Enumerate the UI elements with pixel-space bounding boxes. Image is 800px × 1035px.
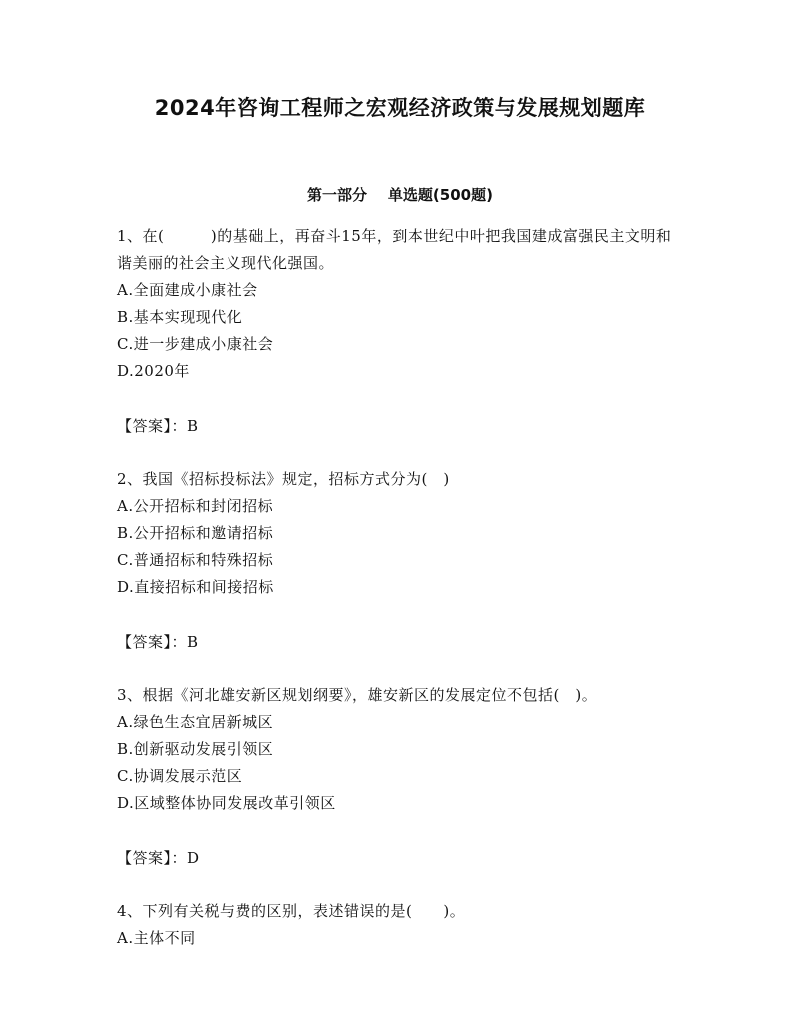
question-item [117,898,677,952]
question-item [117,223,677,440]
option-c: C.协调发展示范区 [117,767,243,785]
option-c: C.普通招标和特殊招标 [117,551,274,569]
answer-text: 【答案】：D [117,849,200,867]
option-d: D.直接招标和间接招标 [117,578,274,596]
option-d: D.2020年 [117,362,190,380]
question-stem: 4、下列有关税与费的区别，表述错误的是( )。 [117,902,466,920]
option-a: A.绿色生态宜居新城区 [117,713,274,731]
option-b: B.基本实现现代化 [117,308,243,326]
option-a: A.全面建成小康社会 [117,281,258,299]
answer-text: 【答案】：B [117,417,199,435]
option-b: B.公开招标和邀请招标 [117,524,274,542]
question-stem: 1、在( )的基础上，再奋斗15年，到本世纪中叶把我国建成富强民主文明和谐美丽的社会主义现代化强国。 [117,227,672,272]
question-item [117,466,677,656]
section-title: 第一部分 单选题(500题) [307,186,493,204]
document-title: 2024年咨询工程师之宏观经济政策与发展规划题库 [154,96,646,120]
option-a: A.公开招标和封闭招标 [117,497,274,515]
option-b: B.创新驱动发展引领区 [117,740,274,758]
question-list [117,223,677,952]
option-a: A.主体不同 [117,929,196,947]
option-d: D.区域整体协同发展改革引领区 [117,794,336,812]
question-stem: 3、根据《河北雄安新区规划纲要》，雄安新区的发展定位不包括( )。 [117,686,598,704]
question-stem: 2、我国《招标投标法》规定，招标方式分为( ) [117,470,450,488]
option-c: C.进一步建成小康社会 [117,335,274,353]
answer-text: 【答案】：B [117,633,199,651]
question-item [117,682,677,872]
